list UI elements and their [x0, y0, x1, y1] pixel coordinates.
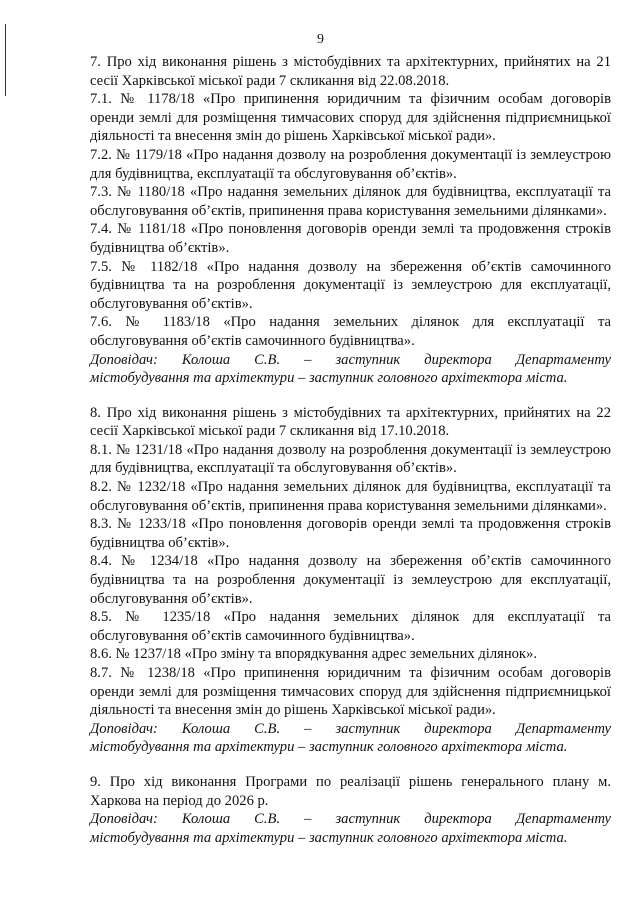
reporter — [90, 810, 611, 847]
agenda-subitem: 7.6. № 1183/18 «Про надання земельних ділянок для експлуатації та обслуговування об’єктів самочинного будівництва». — [90, 314, 611, 349]
agenda-subitem: 8.2. № 1232/18 «Про надання земельних ділянок для будівництва, експлуатації та обслуговування об’єктів, припинення права користування земельними ділянками». — [90, 479, 611, 514]
agenda-subitem: 8.3. № 1233/18 «Про поновлення договорів оренди землі та продовження строків будівництва об’єктів». — [90, 516, 611, 551]
agenda-section-9 — [90, 773, 611, 847]
section-gap — [90, 757, 611, 773]
agenda-subitem: 8.7. № 1238/18 «Про припинення юридичним та фізичним особам договорів оренди землі для розміщення тимчасових споруд для здійснення підприємницької діяльності та внесення змін до рішень Харківської міської ради». — [90, 665, 611, 719]
agenda-subitem: 7.5. № 1182/18 «Про надання дозволу на збереження об’єктів самочинного будівництва та на розроблення документації із землеустрою для експлуатації, обслуговування об’єктів». — [90, 258, 611, 312]
agenda-item-heading: 8. Про хід виконання рішень з містобудівних та архітектурних, прийнятих на 22 сесії Харківської міської ради 7 скликання від 17.10.2018. — [90, 404, 611, 440]
agenda-item-heading: 9. Про хід виконання Програми по реалізації рішень генерального плану м. Харкова на період до 2026 р. — [90, 773, 611, 809]
agenda-section-7 — [90, 53, 611, 388]
reporter-line-1: Доповідач: Колоша С.В. – заступник директора Департаменту — [90, 720, 611, 737]
agenda-subitem: 8.4. № 1234/18 «Про надання дозволу на збереження об’єктів самочинного будівництва та на розроблення документації із землеустрою для експлуатації, обслуговування об’єктів». — [90, 553, 611, 607]
agenda-subitem: 8.6. № 1237/18 «Про зміну та впорядкування адрес земельних ділянок». — [90, 646, 537, 663]
agenda-item-heading: 7. Про хід виконання рішень з містобудівних та архітектурних, прийнятих на 21 сесії Харківської міської ради 7 скликання від 22.08.2018. — [90, 54, 611, 89]
agenda-subitem: 7.1. № 1178/18 «Про припинення юридичним та фізичним особам договорів оренди землі для розміщення тимчасових споруд для здійснення підприємницької діяльності та внесення змін до рішень Харківської міської ради». — [90, 91, 611, 145]
agenda-subitem: 7.3. № 1180/18 «Про надання земельних ділянок для будівництва, експлуатації та обслуговування об’єктів, припинення права користування земельними ділянками». — [90, 184, 611, 219]
agenda-subitem: 8.1. № 1231/18 «Про надання дозволу на розроблення документації із землеустрою для будівництва, експлуатації та обслуговування об’єктів». — [90, 441, 611, 477]
page-number: 9 — [317, 32, 324, 47]
agenda-section-8 — [90, 404, 611, 757]
reporter-line-1: Доповідач: Колоша С.В. – заступник директора Департаменту — [90, 351, 611, 368]
reporter — [90, 720, 611, 757]
agenda-subitem: 8.5. № 1235/18 «Про надання земельних ділянок для експлуатації та обслуговування об’єктів самочинного будівництва». — [90, 609, 611, 644]
reporter-line-2: містобудування та архітектури – заступник головного архітектора міста. — [90, 739, 568, 756]
reporter — [90, 351, 611, 388]
reporter-line-2: містобудування та архітектури – заступник головного архітектора міста. — [90, 370, 568, 387]
section-gap — [90, 388, 611, 404]
agenda-subitem: 7.4. № 1181/18 «Про поновлення договорів оренди землі та продовження строків будівництва об’єктів». — [90, 221, 611, 256]
agenda-subitem: 7.2. № 1179/18 «Про надання дозволу на розроблення документації із землеустрою для будівництва, експлуатації та обслуговування об’єктів». — [90, 146, 611, 182]
reporter-line-2: містобудування та архітектури – заступник головного архітектора міста. — [90, 829, 568, 846]
document-body — [90, 53, 611, 847]
reporter-line-1: Доповідач: Колоша С.В. – заступник директора Департаменту — [90, 811, 611, 828]
